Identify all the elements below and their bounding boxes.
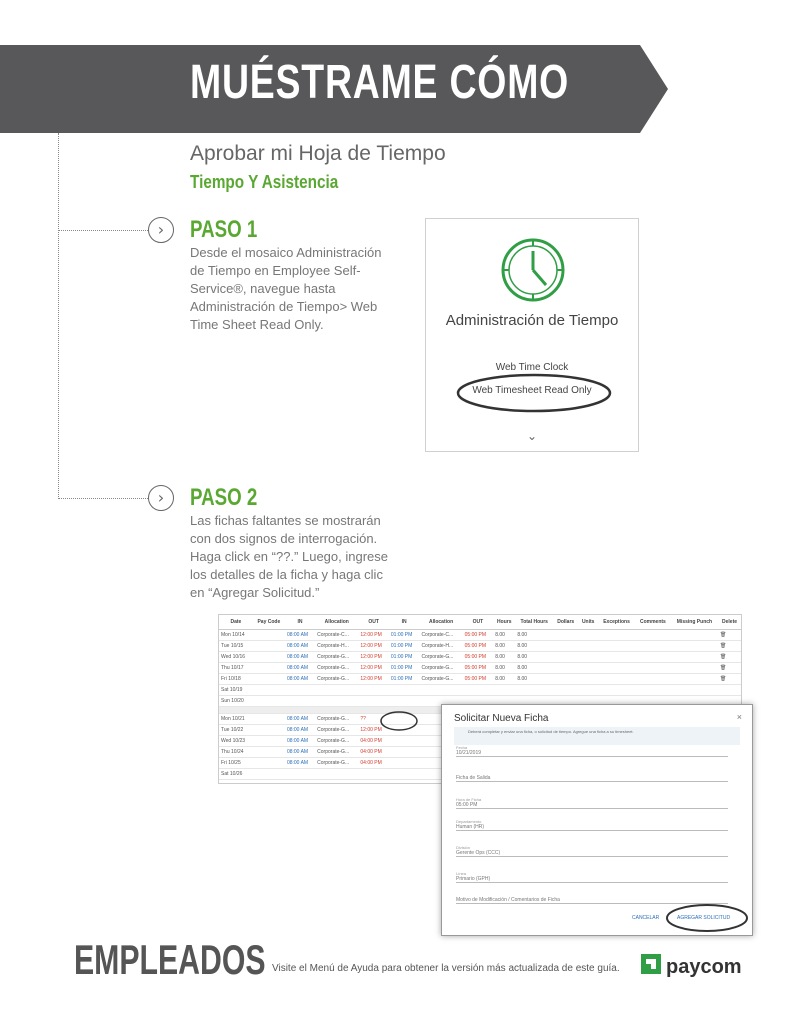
time-management-tile[interactable]	[425, 218, 639, 452]
table-cell	[389, 696, 420, 707]
table-cell: 08:00 AM	[285, 674, 315, 685]
table-cell: 04:00 PM	[358, 736, 389, 747]
table-cell: 08:00 AM	[285, 630, 315, 641]
table-cell	[389, 758, 420, 769]
column-header: Hours	[493, 615, 515, 630]
table-cell	[598, 663, 635, 674]
column-header: Date	[219, 615, 253, 630]
table-cell: 08:00 AM	[285, 736, 315, 747]
table-cell: Tue 10/22	[219, 725, 253, 736]
table-cell: 12:00 PM	[358, 652, 389, 663]
table-cell	[419, 685, 462, 696]
table-cell	[635, 674, 671, 685]
table-cell: 8.00	[493, 674, 515, 685]
connector-line-step2	[58, 498, 148, 499]
connector-line-step1	[58, 230, 148, 231]
table-cell: Fri 10/18	[219, 674, 253, 685]
column-header: IN	[389, 615, 420, 630]
table-cell	[635, 685, 671, 696]
table-cell: 01:00 PM	[389, 674, 420, 685]
table-cell: 05:00 PM	[463, 674, 494, 685]
table-cell: Sun 10/20	[219, 696, 253, 707]
trash-icon[interactable]: 🗑	[718, 674, 741, 685]
table-cell: 8.00	[515, 641, 553, 652]
table-cell	[253, 725, 285, 736]
column-header: Missing Punch	[671, 615, 718, 630]
table-cell: 08:00 AM	[285, 641, 315, 652]
form-field[interactable]	[456, 819, 728, 831]
table-cell: Sat 10/19	[219, 685, 253, 696]
step-2-text: Las fichas faltantes se mostrarán con dos signos de interrogación. Haga click en “??.” Luego, ingrese los detalles de la ficha y haga clic en “Agregar Solicitud.”	[190, 513, 389, 600]
table-cell	[493, 685, 515, 696]
paycom-logo-text: paycom	[666, 956, 742, 978]
info-text: Deberá completar y enviar una ficha, o solicitud de tiempo. Agregue una ficha a su timesheet.	[468, 729, 634, 734]
form-field[interactable]	[456, 775, 728, 782]
chevron-right-icon: ›	[148, 217, 174, 243]
trash-icon[interactable]: 🗑	[718, 663, 741, 674]
table-row	[219, 652, 741, 663]
table-cell: Mon 10/21	[219, 714, 253, 725]
table-cell: Corporate-G...	[315, 714, 358, 725]
step-2-heading: PASO 2	[190, 484, 258, 511]
table-cell	[389, 769, 420, 780]
table-cell: 8.00	[515, 663, 553, 674]
footer-brand: EMPLEADOS	[74, 936, 266, 983]
footer-text: Visite el Menú de Ayuda para obtener la versión más actualizada de este guía.	[272, 963, 620, 974]
table-row	[219, 641, 741, 652]
table-cell	[718, 685, 741, 696]
table-cell	[635, 663, 671, 674]
step-1-heading: PASO 1	[190, 216, 258, 243]
table-cell: 8.00	[515, 630, 553, 641]
table-cell: 01:00 PM	[389, 630, 420, 641]
table-cell: 12:00 PM	[358, 725, 389, 736]
table-cell: 12:00 PM	[358, 630, 389, 641]
trash-icon[interactable]: 🗑	[718, 652, 741, 663]
table-cell	[598, 652, 635, 663]
table-cell: Corporate-C...	[419, 630, 462, 641]
table-cell: Corporate-H...	[315, 641, 358, 652]
table-cell	[553, 674, 578, 685]
table-cell: Corporate-G...	[419, 674, 462, 685]
table-cell: 8.00	[493, 663, 515, 674]
form-field[interactable]	[456, 797, 728, 809]
highlight-circle	[454, 371, 614, 417]
table-cell	[635, 630, 671, 641]
table-cell	[578, 663, 598, 674]
table-cell: Corporate-G...	[419, 663, 462, 674]
table-cell	[389, 685, 420, 696]
web-timesheet-read-only-link[interactable]: Web Timesheet Read Only	[472, 385, 592, 396]
table-cell: 8.00	[515, 674, 553, 685]
table-cell: Corporate-G...	[315, 652, 358, 663]
table-cell: 12:00 PM	[358, 674, 389, 685]
table-cell: Corporate-G...	[315, 725, 358, 736]
table-cell: 05:00 PM	[463, 630, 494, 641]
field-label: División	[456, 845, 471, 850]
table-cell: Corporate-G...	[315, 674, 358, 685]
field-label: Línea	[456, 871, 467, 876]
table-cell	[253, 630, 285, 641]
table-cell: 08:00 AM	[285, 663, 315, 674]
table-cell: 8.00	[515, 652, 553, 663]
tile-title: Administración de Tiempo	[445, 312, 619, 329]
table-cell	[253, 758, 285, 769]
table-cell	[553, 685, 578, 696]
field-label: Fecha	[456, 745, 468, 750]
cancel-button[interactable]: CANCELAR	[632, 915, 660, 921]
table-cell	[578, 641, 598, 652]
table-cell	[253, 674, 285, 685]
column-header: Comments	[635, 615, 671, 630]
table-cell	[285, 769, 315, 780]
clock-icon	[498, 235, 568, 305]
table-cell: Corporate-C...	[315, 630, 358, 641]
dialog-title: Solicitar Nueva Ficha	[454, 713, 549, 724]
field-value: Motivo de Modificación / Comentarios de Ficha	[456, 897, 560, 903]
table-cell: Fri 10/25	[219, 758, 253, 769]
table-cell	[315, 769, 358, 780]
close-icon[interactable]: ×	[736, 712, 742, 722]
step-1-text: Desde el mosaico Administración de Tiempo en Employee Self-Service®, navegue hasta Administración de Tiempo> Web Time Sheet Read Only.	[190, 245, 382, 332]
table-cell	[598, 685, 635, 696]
table-cell	[515, 685, 553, 696]
table-cell	[389, 736, 420, 747]
table-cell	[285, 696, 315, 707]
field-value: 05:00 PM	[456, 802, 478, 808]
table-row	[219, 674, 741, 685]
table-cell	[671, 674, 718, 685]
table-cell[interactable]: ??	[358, 714, 389, 725]
form-field[interactable]	[456, 745, 728, 757]
table-row	[219, 663, 741, 674]
table-row	[219, 685, 741, 696]
chevron-right-icon: ›	[148, 485, 174, 511]
table-cell: Mon 10/14	[219, 630, 253, 641]
banner-title: MUÉSTRAME CÓMO	[190, 56, 570, 109]
table-cell: 04:00 PM	[358, 758, 389, 769]
form-field[interactable]	[456, 845, 728, 857]
column-header: IN	[285, 615, 315, 630]
table-cell: 01:00 PM	[389, 641, 420, 652]
new-punch-dialog	[441, 704, 753, 936]
table-cell	[253, 652, 285, 663]
web-time-clock-link[interactable]: Web Time Clock	[495, 362, 569, 373]
add-request-button[interactable]: AGREGAR SOLICITUD	[677, 915, 731, 921]
form-field[interactable]	[456, 871, 728, 883]
chevron-down-icon[interactable]: ⌄	[526, 429, 538, 443]
table-cell	[358, 696, 389, 707]
field-label: Hora de Ficha	[456, 797, 482, 802]
table-cell: Thu 10/24	[219, 747, 253, 758]
column-header: Allocation	[419, 615, 462, 630]
column-header: Exceptions	[598, 615, 635, 630]
highlight-circle	[664, 901, 750, 935]
paycom-logo-icon	[640, 953, 662, 975]
field-value: Gerente Ops (CCC)	[456, 850, 501, 856]
column-header: OUT	[463, 615, 494, 630]
table-header-row	[219, 615, 741, 630]
table-cell	[553, 641, 578, 652]
table-cell: Corporate-G...	[315, 758, 358, 769]
field-value: Primario (GPH)	[456, 876, 491, 882]
table-cell	[315, 685, 358, 696]
field-label: Departamento	[456, 819, 482, 824]
table-cell: Corporate-G...	[315, 663, 358, 674]
table-cell	[553, 630, 578, 641]
table-cell	[671, 641, 718, 652]
column-header: Dollars	[553, 615, 578, 630]
highlight-circle	[379, 710, 419, 732]
table-cell	[671, 652, 718, 663]
table-cell: Wed 10/16	[219, 652, 253, 663]
info-banner	[454, 727, 740, 745]
table-cell: Corporate-G...	[419, 652, 462, 663]
table-cell: Corporate-G...	[315, 747, 358, 758]
table-cell: 08:00 AM	[285, 652, 315, 663]
table-cell	[671, 663, 718, 674]
table-row	[219, 630, 741, 641]
column-header: Units	[578, 615, 598, 630]
field-value: 10/21/2019	[456, 750, 482, 756]
trash-icon[interactable]: 🗑	[718, 630, 741, 641]
table-cell	[358, 685, 389, 696]
table-cell: 01:00 PM	[389, 652, 420, 663]
table-cell	[285, 685, 315, 696]
page-title: Aprobar mi Hoja de Tiempo	[190, 142, 446, 165]
table-cell	[671, 685, 718, 696]
table-cell	[635, 652, 671, 663]
table-cell	[253, 685, 285, 696]
table-cell	[578, 674, 598, 685]
table-cell: 8.00	[493, 652, 515, 663]
table-cell: 08:00 AM	[285, 758, 315, 769]
table-cell: 08:00 AM	[285, 725, 315, 736]
table-cell	[253, 696, 285, 707]
table-cell: 01:00 PM	[389, 663, 420, 674]
table-cell: Tue 10/15	[219, 641, 253, 652]
column-header: Pay Code	[253, 615, 285, 630]
table-cell	[553, 663, 578, 674]
table-cell	[315, 696, 358, 707]
table-cell: Thu 10/17	[219, 663, 253, 674]
trash-icon[interactable]: 🗑	[718, 641, 741, 652]
table-cell	[578, 652, 598, 663]
table-cell	[253, 663, 285, 674]
table-cell	[253, 714, 285, 725]
field-value: Human (HR)	[456, 824, 485, 830]
table-cell: 05:00 PM	[463, 652, 494, 663]
table-cell: Sat 10/26	[219, 769, 253, 780]
table-cell: Corporate-G...	[315, 736, 358, 747]
table-cell	[253, 736, 285, 747]
table-cell	[635, 641, 671, 652]
table-cell	[358, 769, 389, 780]
field-value: Ficha de Salida	[456, 775, 491, 781]
table-cell	[598, 641, 635, 652]
column-header: OUT	[358, 615, 389, 630]
table-cell: 12:00 PM	[358, 641, 389, 652]
table-cell: Corporate-H...	[419, 641, 462, 652]
table-cell: 8.00	[493, 630, 515, 641]
column-header: Total Hours	[515, 615, 553, 630]
table-cell	[463, 685, 494, 696]
table-cell	[253, 769, 285, 780]
table-cell	[253, 641, 285, 652]
table-cell	[578, 630, 598, 641]
table-cell: 08:00 AM	[285, 714, 315, 725]
table-cell	[389, 747, 420, 758]
table-cell	[553, 652, 578, 663]
page-subtitle: Tiempo Y Asistencia	[190, 172, 339, 192]
table-cell: 05:00 PM	[463, 641, 494, 652]
column-header: Allocation	[315, 615, 358, 630]
table-cell: Wed 10/23	[219, 736, 253, 747]
table-cell	[598, 674, 635, 685]
column-header: Delete	[718, 615, 741, 630]
table-cell: 08:00 AM	[285, 747, 315, 758]
table-cell	[671, 630, 718, 641]
table-cell	[578, 685, 598, 696]
table-cell: 12:00 PM	[358, 663, 389, 674]
table-cell: 8.00	[493, 641, 515, 652]
table-cell: 05:00 PM	[463, 663, 494, 674]
table-cell	[253, 747, 285, 758]
table-cell	[598, 630, 635, 641]
connector-line	[58, 133, 59, 499]
table-cell: 04:00 PM	[358, 747, 389, 758]
